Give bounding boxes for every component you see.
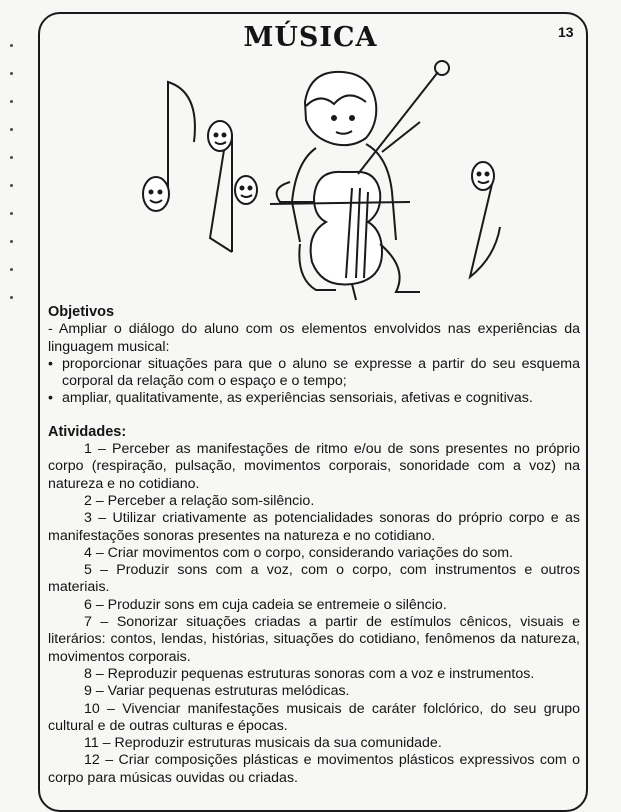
activity-item: 12 – Criar composições plásticas e movimentos plásticos expressivos com o corpo para músicas ouvidas ou criadas. — [48, 752, 580, 786]
activity-item: 2 – Perceber a relação som-silêncio. — [84, 492, 315, 509]
activity-item: 9 – Variar pequenas estruturas melódicas. — [84, 683, 350, 700]
objectives-intro: - Ampliar o diálogo do aluno com os elementos envolvidos nas experiências da linguagem musical: — [48, 321, 580, 355]
smiling-note-icon — [470, 162, 500, 277]
activity-item: 1 – Perceber as manifestações de ritmo e/ou de sons presentes no próprio corpo (respiração, pulsação, movimentos corporais, sonoridade com a voz) na natureza e no cotidiano. — [48, 441, 580, 492]
smiling-note-icon — [208, 121, 257, 252]
activity-item: 6 – Produzir sons em cuja cadeia se entremeie o silêncio. — [84, 596, 447, 613]
activity-item: 10 – Vivenciar manifestações musicais de caráter folclórico, do seu grupo cultural e de outras culturas e épocas. — [48, 700, 580, 734]
activity-item: 11 – Reproduzir estruturas musicais da sua comunidade. — [84, 735, 442, 752]
activity-item: 5 – Produzir sons com a voz, com o corpo, com instrumentos e outros materiais. — [48, 562, 580, 596]
binder-holes — [0, 0, 30, 800]
activity-item: 8 – Reproduzir pequenas estruturas sonoras com a voz e instrumentos. — [84, 665, 535, 682]
smiling-note-icon — [143, 82, 195, 211]
page-title: MÚSICA — [243, 22, 378, 53]
cellist-boy-icon — [270, 61, 449, 300]
activity-item: 3 – Utilizar criativamente as potencialidades sonoras do próprio corpo e as manifestações sonoras presentes na natureza e no cotidiano. — [48, 510, 580, 544]
activity-item: 7 – Sonorizar situações criadas a partir de estímulos cênicos, visuais e literários: contos, lendas, histórias, situações do cotidiano, fenômenos da natureza, movimentos corporais. — [48, 614, 580, 665]
activities-list — [48, 441, 580, 787]
activities-heading: Atividades: — [48, 423, 127, 440]
objective-item: • ampliar, qualitativamente, as experiências sensoriais, afetivas e cognitivas. — [48, 390, 580, 407]
activity-item: 4 – Criar movimentos com o corpo, considerando variações do som. — [84, 544, 513, 561]
objective-item: • proporcionar situações para que o aluno se expresse a partir do seu esquema corporal da relação com o espaço e o tempo; — [48, 356, 580, 391]
page-number: 13 — [558, 24, 574, 40]
objectives-list — [48, 356, 580, 408]
cellist-illustration — [120, 52, 510, 302]
content-area — [48, 304, 580, 787]
objectives-heading: Objetivos — [48, 304, 115, 320]
